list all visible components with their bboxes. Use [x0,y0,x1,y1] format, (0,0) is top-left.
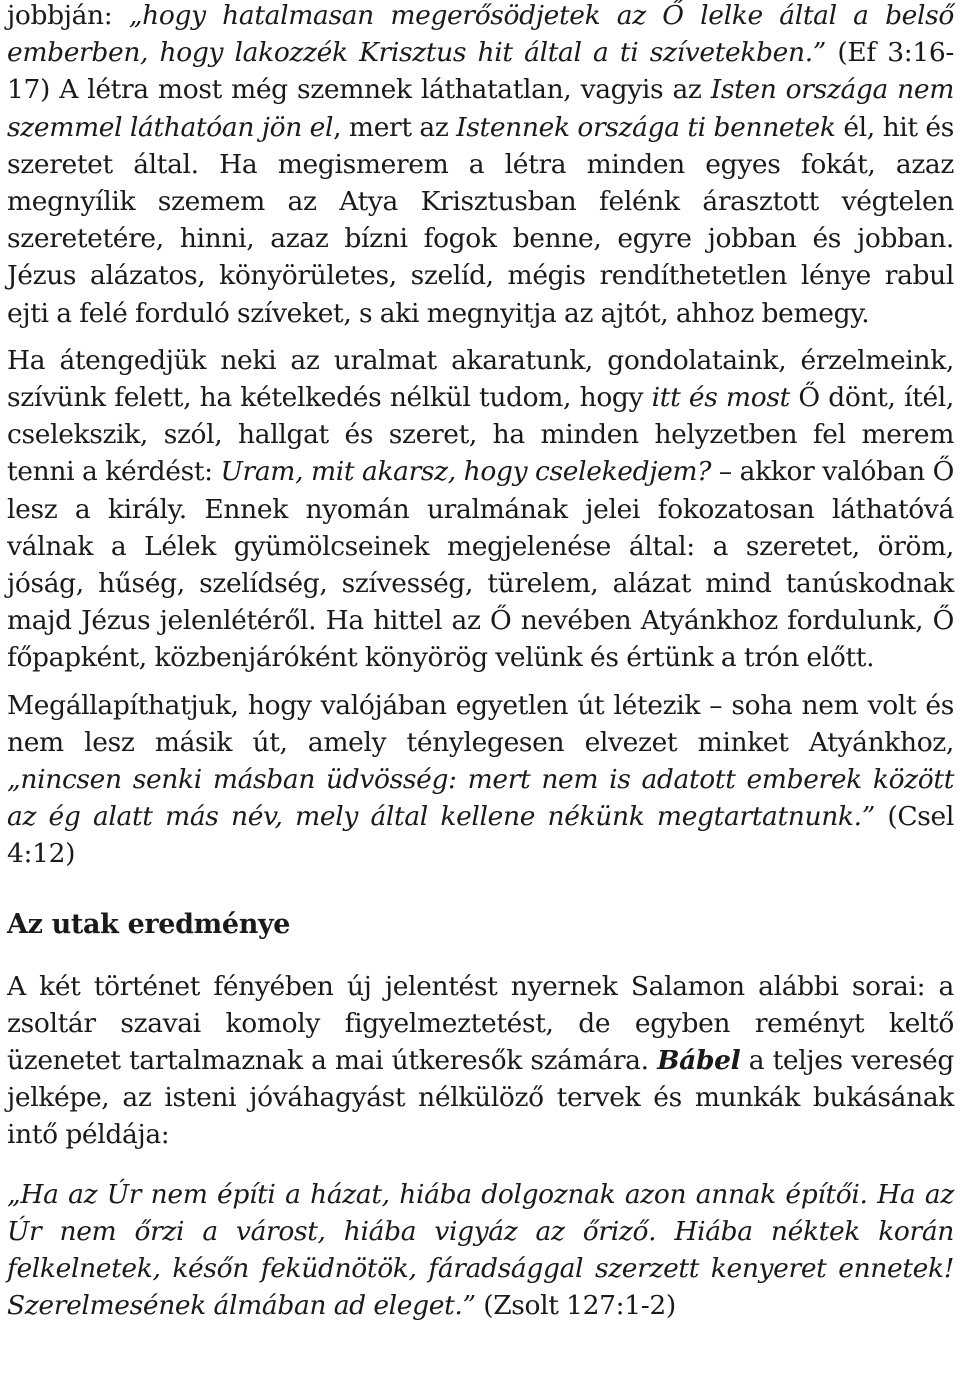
italic-phrase: itt és most [651,382,790,414]
text-run: a teljes vereség jelképe, az isteni jóváhagyást nélkülöző tervek és munkák bukásának intő példája: [7,1045,954,1151]
paragraph-ladder [7,0,954,332]
text-run: A két történet fényében új jelentést nyernek Salamon alábbi sorai: a zsoltár szavai komoly figyelmeztetést, de egyben reményt keltő üzenetet tartalmaznak a mai útkeresők számára. [7,970,954,1077]
paragraph-one-way [7,687,954,873]
text-run: Ő dönt, ítél, cselekszik, szól, hallgat és szeret, ha minden helyzetben fel merem tenni a kérdést: [7,382,954,488]
paragraph-king [7,342,954,677]
text-run: Ha átengedjük neki az uralmat akaratunk, gondolataink, érzelmeink, szívünk felett, ha kételkedés nélkül tudom, hogy [7,344,954,414]
section-heading: Az utak eredménye [7,908,291,940]
text-run: (Zsolt 127:1-2) [475,1290,676,1322]
italic-question: Uram, mit akarsz, hogy cselekedjem? [220,456,712,488]
paragraph-psalm-quote [7,1176,954,1325]
bible-quote-acts: „nincsen senki másban üdvösség: mert nem is adatott emberek között az ég alatt más név, mely által kellene nékünk megtartatnunk.” [7,764,954,833]
text-run: Megállapíthatjuk, hogy valójában egyetlen út létezik – soha nem volt és nem lesz másik út, amely ténylegesen elvezet minket Atyánkhoz, [7,689,954,758]
text-run: (Csel 4:12) [7,801,954,870]
text-run: (Ef 3:16-17) A létra most még szemnek láthatatlan, vagyis az [7,37,954,106]
text-run: él, hit és szeretet által. Ha megismerem a létra minden egyes fokát, azaz megnyílik szemem az Atya Krisztusban felénk árasztott végtelen szeretetére, hinni, azaz bízni fogok benne, egyre jobban és jobban. Jézus alázatos, könyörületes, szelíd, mégis rendíthetetlen lénye rabul ejti a felé forduló szíveket, s aki megnyitja az ajtót, ahhoz bemegy. [7,111,955,329]
text-run: jobbján: [7,0,129,31]
bible-quote-eph: „hogy hatalmasan megerősödjetek az Ő lelke által a belső emberben, hogy lakozzék Krisztus hit által a ti szívetekben.” [7,0,954,69]
italic-phrase: Istennek országa ti bennetek [456,111,836,143]
text-run: , mert az [333,111,457,143]
bible-quote-psalm: „Ha az Úr nem építi a házat, hiába dolgoznak azon annak építői. Ha az Úr nem őrzi a várost, hiába vigyáz az őriző. Hiába néktek korán felkelnetek, későn feküdnötök, fáradsággal szerzett kenyeret ennetek! Szerelmesének álmában ad eleget.” [7,1178,954,1322]
paragraph-results [7,968,954,1154]
italic-phrase: Isten országa nem szemmel láthatóan jön el [7,74,954,143]
bold-term-babel: Bábel [657,1045,741,1077]
text-run: – akkor valóban Ő lesz a király. Ennek nyomán uralmának jelei fokozatosan láthatóvá válnak a Lélek gyümölcseinek megjelenése által: a szeretet, öröm, jóság, hűség, szelídség, szívesség, türelem, alázat mind tanúskodnak majd Jézus jelenlétéről. Ha hittel az Ő nevében Atyánkhoz fordulunk, Ő főpapként, közbenjáróként könyörög velünk és értünk a trón előtt. [7,456,955,674]
